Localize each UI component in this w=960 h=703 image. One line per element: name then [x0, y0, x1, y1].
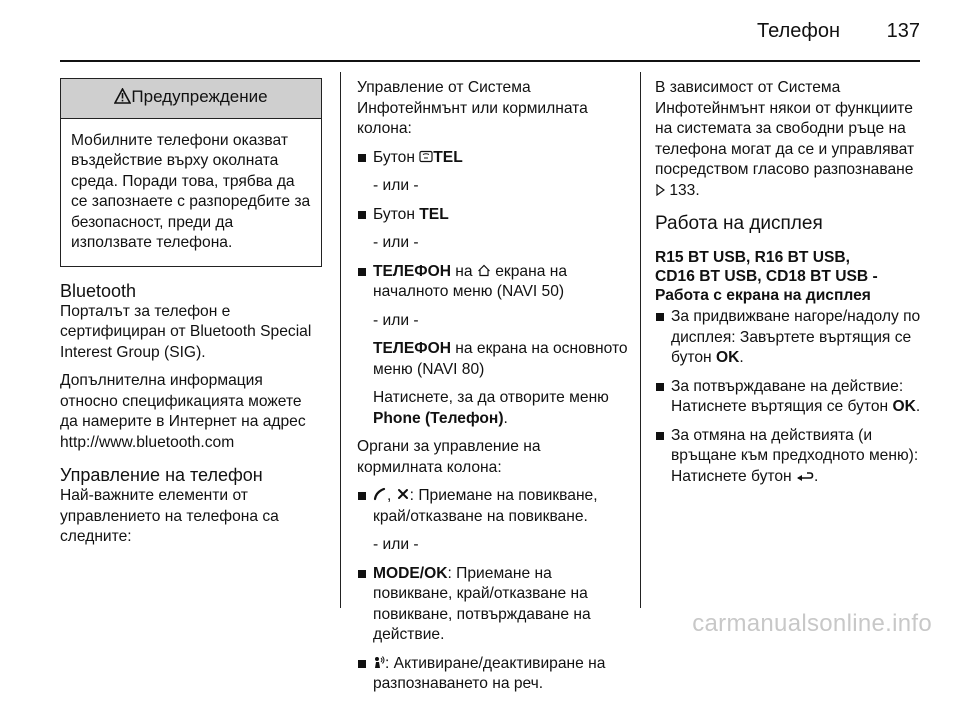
column-2 — [357, 78, 629, 703]
list-item-voice-recognition: : Активиране/деактивиране на разпознаването на реч. — [357, 654, 629, 695]
sub-item-main-menu: ТЕЛЕФОН на екрана на основното меню (NAVI 80) — [373, 340, 628, 378]
list-item-tel-button: Бутон TEL — [357, 148, 629, 169]
or-separator-2: - или - — [373, 234, 419, 251]
or-separator-1: - или - — [373, 177, 419, 194]
display-heading: Работа на дисплея — [655, 213, 823, 234]
list-item-call-buttons: , : Приемане на повикване, край/отказване на повикване. — [357, 486, 629, 527]
column-1 — [60, 78, 322, 556]
watermark: carmanualsonline.info — [692, 610, 932, 637]
bluetooth-paragraph-2: Допълнителна информация относно спецификацията можете да намерите в Интернет на адрес http://www.bluetooth.com — [60, 372, 306, 451]
page-reference-icon — [655, 184, 665, 196]
header-title: Телефон — [757, 20, 840, 42]
voice-control-icon — [373, 655, 385, 669]
models-heading-line-3: Работа с екрана на дисплея — [655, 287, 871, 304]
phone-screen-icon — [419, 150, 433, 163]
intro-text: Управление от Система Инфотейнмънт или кормилната колона: — [357, 79, 588, 137]
warning-icon — [114, 88, 131, 104]
header-rule — [60, 60, 920, 62]
list-item-telefon-screen: ТЕЛЕФОН на екрана на началното меню (NAVI 50) — [357, 262, 629, 303]
column-3 — [655, 78, 923, 495]
or-separator-4: - или - — [373, 536, 419, 553]
back-arrow-icon — [796, 470, 814, 482]
sub-item-open-phone-menu: Натиснете, за да отворите меню Phone (Телефон). — [373, 389, 609, 427]
warning-header — [61, 79, 321, 119]
warning-box — [60, 78, 322, 267]
warning-text: Мобилните телефони оказват въздействие върху околната среда. Поради това, трябва да се запознаете с разпоредбите за безопасност, преди да използвате телефона. — [71, 131, 311, 251]
warning-title: Предупреждение — [131, 87, 268, 106]
or-separator-3: - или - — [373, 311, 419, 329]
home-icon — [477, 264, 491, 277]
list-item-confirm: За потвърждаване на действие: Натиснете въртящия се бутон OK. — [655, 377, 923, 418]
control-paragraph: Най-важните елементи от управлението на телефона са следните: — [60, 487, 279, 545]
call-reject-icon — [396, 487, 410, 501]
column-divider-right — [640, 72, 641, 608]
list-item-scroll: За придвижване нагоре/надолу по дисплея: Завъртете въртящия се бутон OK. — [655, 307, 923, 369]
call-accept-icon — [373, 487, 387, 501]
list-item-tel-button-2: Бутон TEL — [357, 205, 629, 226]
column-divider-left — [340, 72, 341, 608]
page-number: 137 — [886, 20, 920, 42]
control-heading: Управление на телефон — [60, 465, 263, 485]
list-item-mode-ok: MODE/OK: Приемане на повикване, край/отказване на повикване, потвърждаване на действие. — [357, 564, 629, 646]
list-item-cancel: За отмяна на действията (и връщане към предходното меню): Натиснете бутон . — [655, 426, 923, 488]
bluetooth-paragraph-1: Порталът за телефон е сертифициран от Bluetooth Special Interest Group (SIG). — [60, 302, 312, 361]
bluetooth-heading: Bluetooth — [60, 280, 137, 301]
voice-recognition-paragraph: В зависимост от Система Инфотейнмънт някои от функциите на системата за свободни ръце на телефона могат да се и управляват посредством гласово разпознаване 133. — [655, 79, 915, 199]
models-heading-line-1: R15 BT USB, R16 BT USB, — [655, 249, 850, 266]
steering-controls-text: Органи за управление на кормилната колона: — [357, 438, 541, 476]
models-heading-line-2: CD16 BT USB, CD18 BT USB - — [655, 268, 878, 285]
